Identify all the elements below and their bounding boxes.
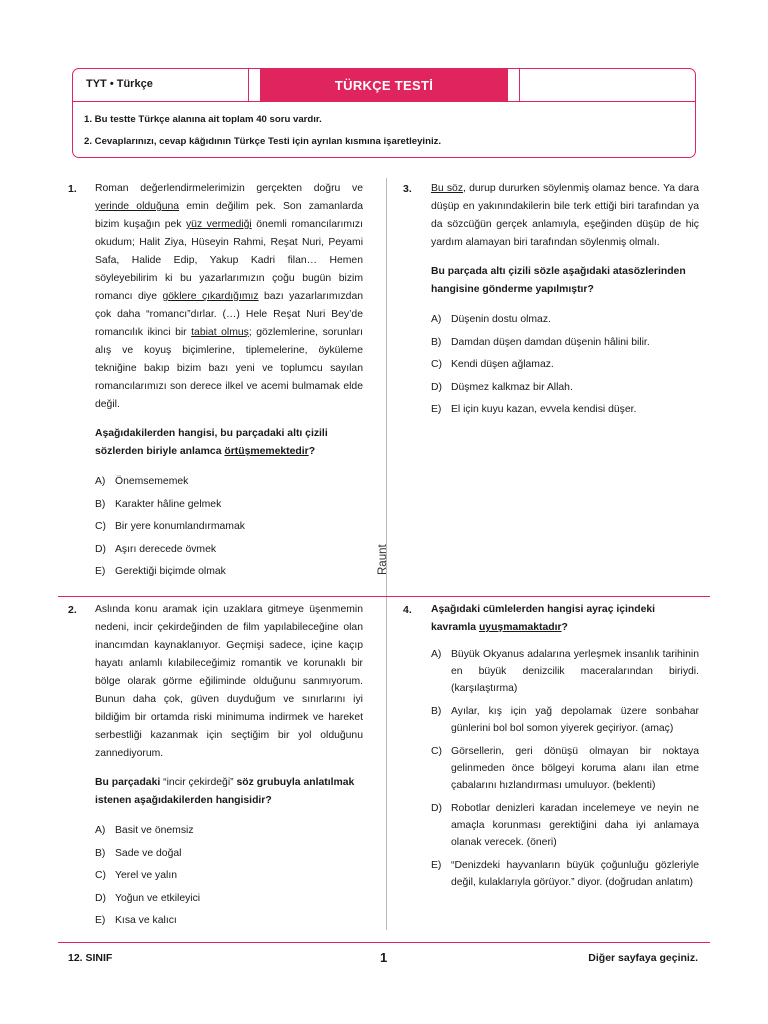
header-divider: [248, 68, 249, 102]
publisher-mark: Raunt: [377, 544, 389, 575]
question-stem: Bu parçadaki “incir çekirdeği” söz grubuyla anlatılmak istenen aşağıdakilerden hangisidir?: [95, 777, 355, 806]
next-page-note: Diğer sayfaya geçiniz.: [588, 952, 698, 964]
exam-tag: TYT • Türkçe: [86, 78, 153, 90]
option-b[interactable]: B) Sade ve doğal: [95, 847, 182, 859]
question-3: [431, 180, 699, 418]
question-number: 3.: [403, 183, 412, 195]
option-a[interactable]: A) Düşenin dostu olmaz.: [431, 314, 551, 325]
question-passage: Bu söz, durup dururken söylenmiş olamaz bence. Ya dara düşüp en yakınındakilerin bile terk ettiği biri tarafından ya da sözcüğün gerçek anlamıyla, eşeğinden düşüp de hiç yardım alamayan biri tarafından söylenmiş olmalı.: [431, 183, 699, 248]
row-divider: [58, 596, 710, 597]
option-d[interactable]: D) Robotlar denizleri karadan incelemeye ve neyin ne amaçla korunması gerektiğini daha iyi anlamaya olanak verecek. (öneri): [431, 803, 699, 848]
option-d[interactable]: D) Aşırı derecede övmek: [95, 543, 217, 555]
option-c[interactable]: C) Görsellerin, geri dönüşü olmayan bir noktaya gelinmeden önce bölgeyi koruma alanı ilan etme çabalarını hızlandırması umuluyor. (beklenti): [431, 746, 699, 791]
option-b[interactable]: B) Ayılar, kış için yağ depolamak üzere sonbahar günlerini bol bol somon yiyerek geçiriyor. (amaç): [431, 706, 699, 734]
option-a[interactable]: A) Önemsememek: [95, 476, 189, 487]
question-4: [431, 601, 699, 891]
option-c[interactable]: C) Kendi düşen ağlamaz.: [431, 359, 554, 370]
option-a[interactable]: A) Basit ve önemsiz: [95, 825, 194, 836]
question-1: [95, 180, 363, 580]
grade-label: 12. SINIF: [68, 952, 113, 964]
footer-divider: [58, 942, 710, 943]
option-b[interactable]: B) Damdan düşen damdan düşenin hâlini bilir.: [431, 336, 650, 348]
option-e[interactable]: E) “Denizdeki hayvanların büyük çoğunluğu gözleriyle değil, kulaklarıyla görüyor.” diyor. (doğrudan anlatım): [431, 860, 699, 888]
question-stem: Aşağıdakilerden hangisi, bu parçadaki altı çizili sözlerden biriyle anlamca örtüşmemektedir?: [95, 428, 328, 457]
option-c[interactable]: C) Bir yere konumlandırmamak: [95, 521, 245, 532]
question-passage: Aslında konu aramak için uzaklara gitmeye üşenmemin nedeni, incir çekirdeğinden de film yapılabileceğine olan inancımdan kaynaklanıyor. Geçmişi sadece, içine kaçıp hayatı anlamlı kılabileceğimiz romantik ve korunaklı bir bölge olarak görme eğiliminde olduğunu sanmıyorum. Bunun daha çok, güven duyduğum ve sınırlarını iyi bildiğim bir ortamda riski minimuma indirmek ve hareket serbestliği kazanmak için seçtiğim bir yol olduğunu zannediyorum.: [95, 604, 363, 759]
option-b[interactable]: B) Karakter hâline gelmek: [95, 498, 222, 510]
test-title: TÜRKÇE TESTİ: [260, 68, 508, 102]
option-c[interactable]: C) Yerel ve yalın: [95, 870, 177, 881]
question-2: [95, 601, 363, 929]
option-d[interactable]: D) Düşmez kalkmaz bir Allah.: [431, 381, 573, 393]
question-number: 1.: [68, 183, 77, 195]
question-passage: Roman değerlendirmelerimizin gerçekten doğru ve yerinde olduğuna emin değilim pek. Son zamanlarda bizim kuşağın pek yüz vermediği önemli romancılarımızı okudum; Halit Ziya, Hüseyin Rahmi, Reşat Nuri, Peyami Safa, Halide Edip, Yakup Kadri filan… Hemen söyleyebilirim ki bu yazarlarımızın çoğu bugün bizim romancı diye göklere çıkardığımız bazı yazarlarımızdan çok daha “romancı”dırlar. (…) Hele Reşat Nuri Bey’de romancılık ikinci bir tabiat olmuş; gözlemlerine, sorunları alış ve koyuş biçimlerine, tiplemelerine, öyküleme tekniğine bakıp bizim bazı yeni ve toplumcu sayılan romancılarımızı son derece ilkel ve acemi bulmamak elde değil.: [95, 183, 363, 410]
question-stem: Aşağıdaki cümlelerden hangisi ayraç içindeki kavramla uyuşmamaktadır?: [431, 604, 656, 633]
option-e[interactable]: E) Kısa ve kalıcı: [95, 915, 177, 926]
option-e[interactable]: E) El için kuyu kazan, evvela kendisi düşer.: [431, 404, 637, 415]
question-number: 2.: [68, 604, 77, 616]
option-e[interactable]: E) Gerektiği biçimde olmak: [95, 566, 226, 577]
instruction-2: 2. Cevaplarınızı, cevap kâğıdının Türkçe Testi için ayrılan kısmına işaretleyiniz.: [84, 136, 442, 147]
option-d[interactable]: D) Yoğun ve etkileyici: [95, 892, 201, 904]
instruction-1: 1. Bu testte Türkçe alanına ait toplam 40 soru vardır.: [84, 114, 322, 125]
question-stem: Bu parçada altı çizili sözle aşağıdaki atasözlerinden hangisine gönderme yapılmıştır?: [431, 266, 686, 295]
header-divider: [519, 68, 520, 102]
page-number: 1: [380, 950, 388, 965]
question-number: 4.: [403, 604, 412, 616]
option-a[interactable]: A) Büyük Okyanus adalarına yerleşmek insanlık tarihinin en büyük denizcilik maceralarından biriydi. (karşılaştırma): [431, 649, 699, 694]
